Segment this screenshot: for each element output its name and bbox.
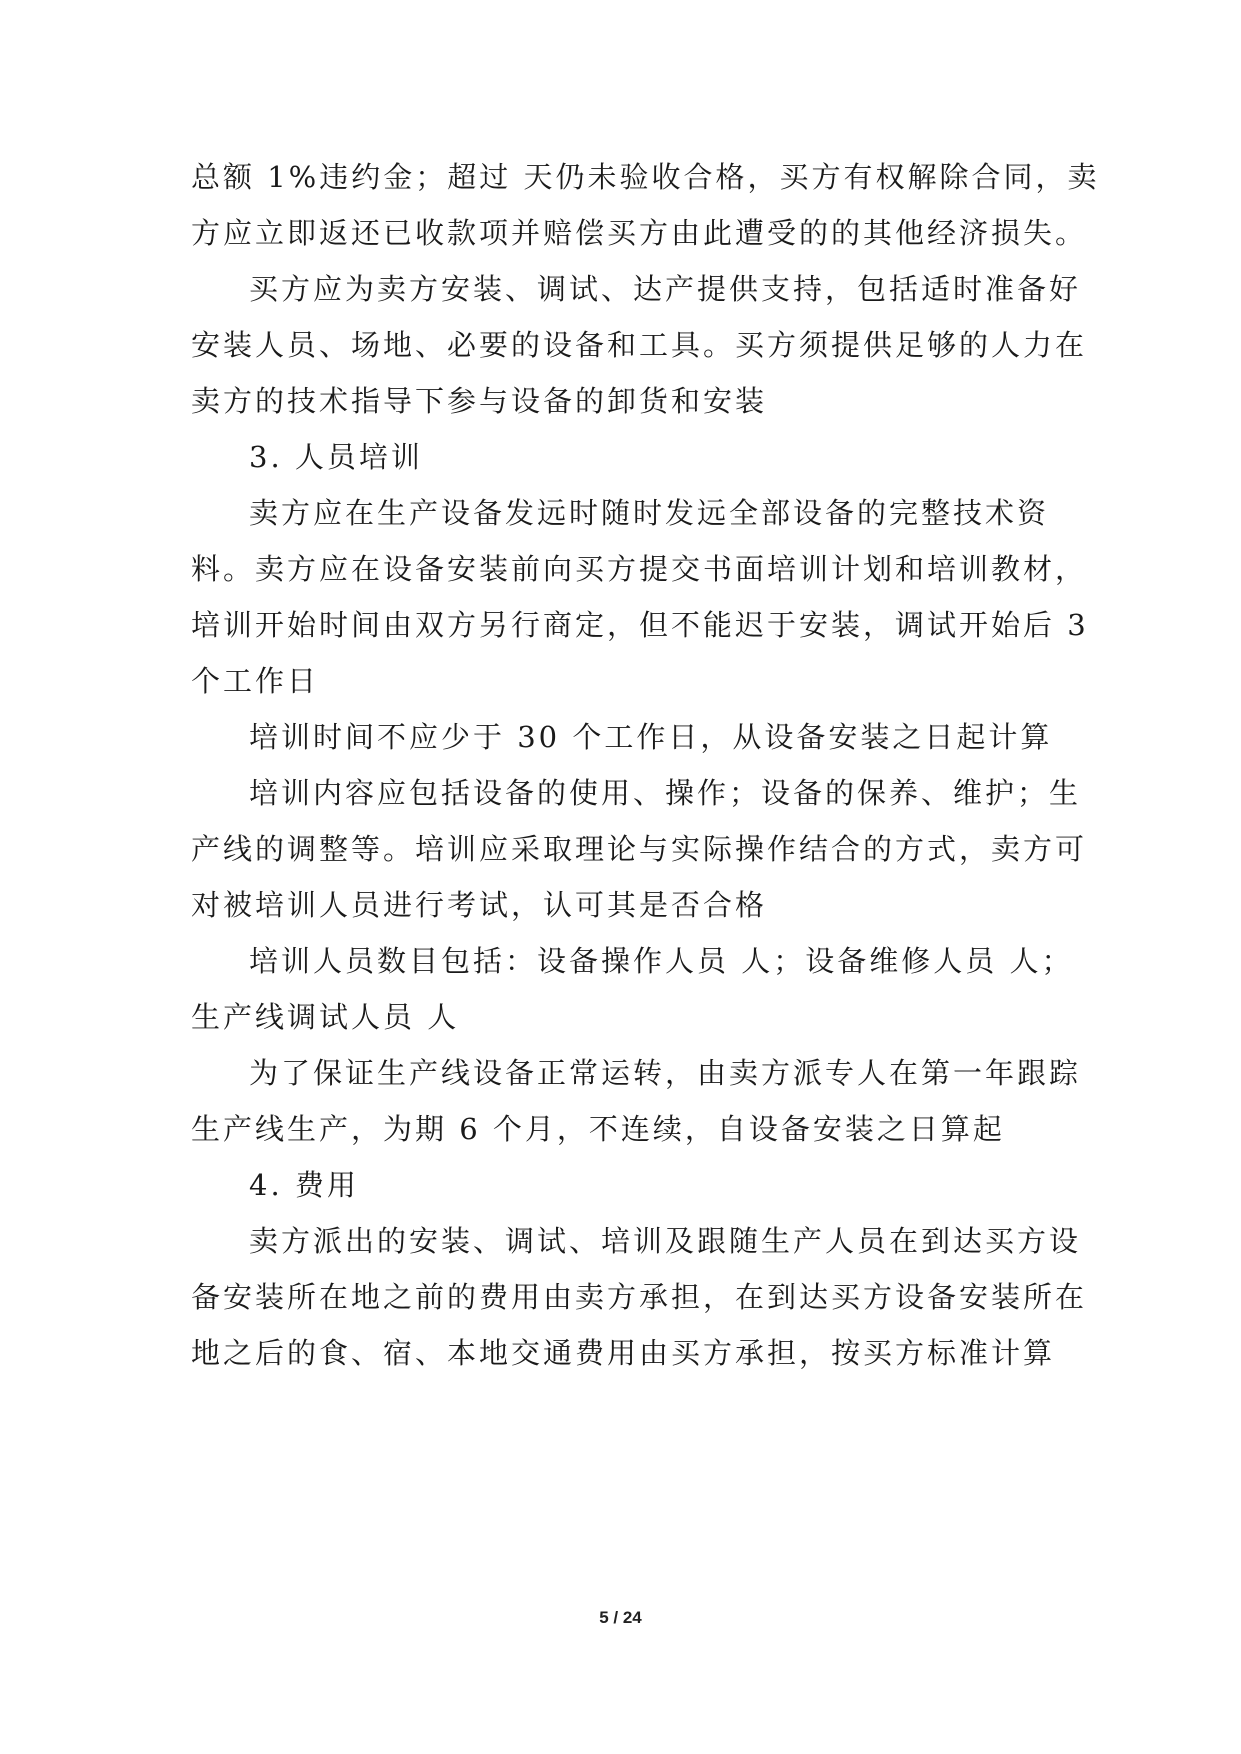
text-line: 地之后的食、宿、本地交通费用由买方承担，按买方标准计算 bbox=[191, 1336, 1056, 1370]
text-line: 总额 1%违约金；超过 天仍未验收合格，买方有权解除合同，卖 bbox=[191, 160, 1100, 194]
section-heading-costs: 4. 费用 bbox=[249, 1168, 359, 1202]
paragraph-start: 卖方应在生产设备发远时随时发远全部设备的完整技术资 bbox=[249, 496, 1050, 530]
paragraph-start: 培训内容应包括设备的使用、操作；设备的保养、维护；生 bbox=[249, 776, 1082, 810]
paragraph-start: 为了保证生产线设备正常运转，由卖方派专人在第一年跟踪 bbox=[249, 1056, 1082, 1090]
paragraph-start: 培训时间不应少于 30 个工作日，从设备安装之日起计算 bbox=[249, 720, 1053, 754]
page-number: 5 / 24 bbox=[599, 1608, 642, 1627]
text-line: 安装人员、场地、必要的设备和工具。买方须提供足够的人力在 bbox=[191, 328, 1088, 362]
text-line: 生产线生产，为期 6 个月，不连续，自设备安装之日算起 bbox=[191, 1112, 1005, 1146]
paragraph-start: 买方应为卖方安装、调试、达产提供支持，包括适时准备好 bbox=[249, 272, 1082, 306]
text-line: 卖方的技术指导下参与设备的卸货和安装 bbox=[191, 384, 768, 418]
text-line: 对被培训人员进行考试，认可其是否合格 bbox=[191, 888, 768, 922]
text-line: 生产线调试人员 人 bbox=[191, 1000, 460, 1034]
paragraph-start: 卖方派出的安装、调试、培训及跟随生产人员在到达买方设 bbox=[249, 1224, 1082, 1258]
text-line: 产线的调整等。培训应采取理论与实际操作结合的方式，卖方可 bbox=[191, 832, 1088, 866]
text-line: 个工作日 bbox=[191, 664, 320, 698]
section-heading-training: 3. 人员培训 bbox=[249, 440, 423, 474]
text-line: 料。卖方应在设备安装前向买方提交书面培训计划和培训教材， bbox=[191, 552, 1088, 586]
text-line: 备安装所在地之前的费用由卖方承担，在到达买方设备安装所在 bbox=[191, 1280, 1088, 1314]
paragraph-start: 培训人员数目包括：设备操作人员 人；设备维修人员 人； bbox=[249, 944, 1074, 978]
text-line: 培训开始时间由双方另行商定，但不能迟于安装，调试开始后 3 bbox=[191, 608, 1089, 642]
text-line: 方应立即返还已收款项并赔偿买方由此遭受的的其他经济损失。 bbox=[191, 216, 1088, 250]
